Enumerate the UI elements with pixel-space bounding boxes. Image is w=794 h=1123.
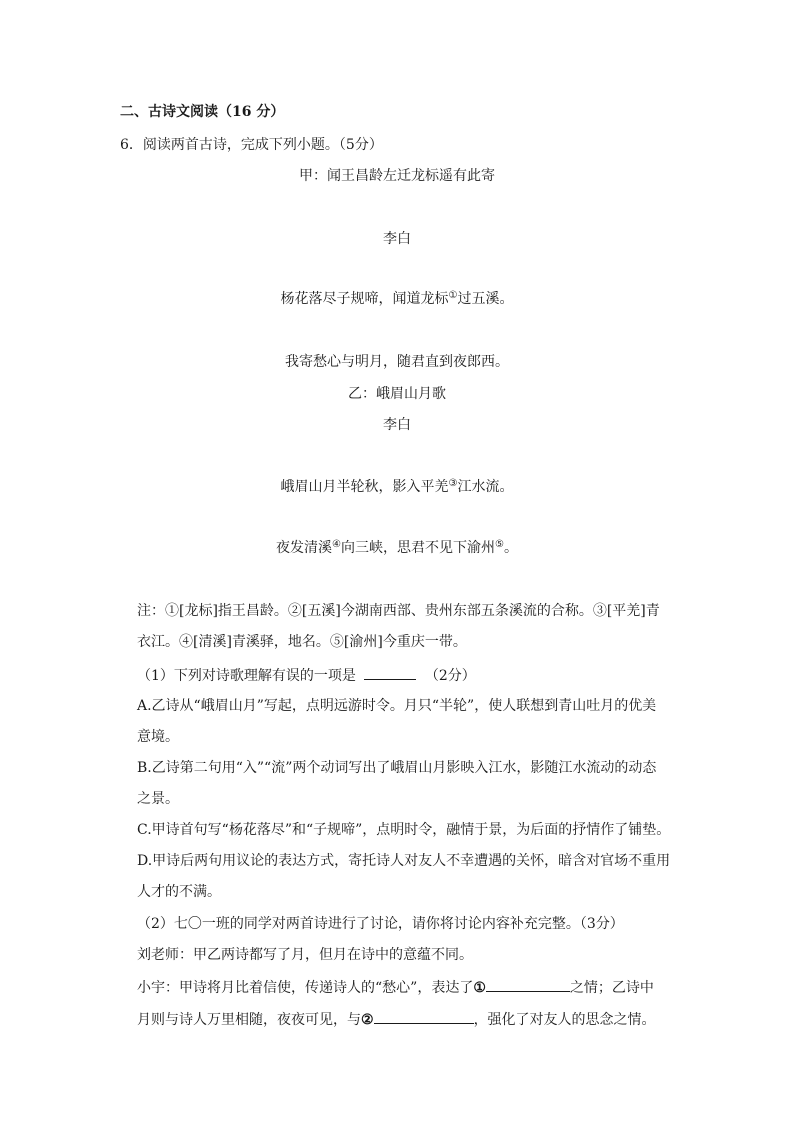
note-marker-4: ④ <box>332 539 341 550</box>
line2-text-a: 月则与诗人万里相随，夜夜可见，与 <box>137 1012 361 1028</box>
option-b-line2: 之景。 <box>137 791 179 807</box>
poem1-line1 <box>0 289 794 309</box>
poem2-line2-c: 。 <box>503 540 518 556</box>
poem2-line1-a: 峨眉山月半轮秋，影入平羌 <box>280 479 449 495</box>
option-a-line2: 意境。 <box>137 729 179 745</box>
q1-answer-blank[interactable] <box>364 665 416 680</box>
blank-2[interactable] <box>374 1009 474 1024</box>
option-c: C.甲诗首句写“杨花落尽”和“子规啼”，点明时令，融情于景，为后面的抒情作了铺垫。 <box>137 822 671 838</box>
poem2-line1 <box>0 477 794 497</box>
poem2-author: 李白 <box>383 417 411 433</box>
teacher-line: 刘老师：甲乙两诗都写了月，但月在诗中的意蕴不同。 <box>137 947 473 963</box>
poem2-line2 <box>0 538 794 558</box>
poem1-author: 李白 <box>383 231 411 247</box>
poem2-line2-b: 向三峡，思君不见下渝州 <box>341 540 495 556</box>
note-marker-5: ⑤ <box>495 539 504 550</box>
xiaoyu-line2 <box>137 1009 656 1030</box>
notes-line2: 衣江。④[清溪]青溪驿，地名。⑤[渝州]今重庆一带。 <box>137 634 467 650</box>
xiaoyu-text-b: 之情；乙诗中 <box>569 980 654 996</box>
q1-stem-a: （1）下列对诗歌理解有误的一项是 <box>137 668 356 684</box>
poem2-title: 乙：峨眉山月歌 <box>348 386 446 402</box>
poem1-title: 甲：闻王昌龄左迁龙标遥有此寄 <box>299 168 495 184</box>
option-b-line1: B.乙诗第二句用“入”“流”两个动词写出了峨眉山月影映入江水，影随江水流动的动态 <box>137 760 657 776</box>
option-d-line2: 人才的不满。 <box>137 884 221 900</box>
blank-1[interactable] <box>486 977 570 992</box>
xiaoyu-text-a: 小宇：甲诗将月比着信使，传递诗人的“愁心”，表达了 <box>137 980 474 996</box>
blank1-marker: ① <box>473 980 486 996</box>
blank2-marker: ② <box>361 1012 374 1028</box>
question-6: 6．阅读两首古诗，完成下列小题。（5分） <box>120 137 383 153</box>
poem1-line2: 我寄愁心与明月，随君直到夜郎西。 <box>285 354 509 370</box>
xiaoyu-line1 <box>137 977 654 998</box>
option-d-line1: D.甲诗后两句用议论的表达方式，寄托诗人对友人不幸遭遇的关怀，暗含对官场不重用 <box>137 853 671 869</box>
line2-text-b: ，强化了对友人的思念之情。 <box>473 1012 656 1028</box>
poem2-line2-a: 夜发清溪 <box>276 540 333 556</box>
poem2-line1-b: 江水流。 <box>457 479 514 495</box>
q1-stem <box>137 665 476 686</box>
notes-line1: 注：①[龙标]指王昌龄。②[五溪]今湖南西部、贵州东部五条溪流的合称。③[平羌]青 <box>137 603 660 619</box>
poem1-line1-b: 过五溪。 <box>457 291 514 307</box>
note-marker-3: ③ <box>448 478 458 489</box>
note-marker-1: ① <box>448 290 458 301</box>
section-title: 二、古诗文阅读（16 分） <box>120 104 285 120</box>
q1-stem-b: （2分） <box>424 668 476 684</box>
option-a-line1: A.乙诗从“峨眉山月”写起，点明远游时令。月只“半轮”，使人联想到青山吐月的优美 <box>137 698 657 714</box>
q2-stem: （2）七〇一班的同学对两首诗进行了讨论，请你将讨论内容补充完整。（3分） <box>137 916 624 932</box>
poem1-line1-a: 杨花落尽子规啼，闻道龙标 <box>280 291 449 307</box>
